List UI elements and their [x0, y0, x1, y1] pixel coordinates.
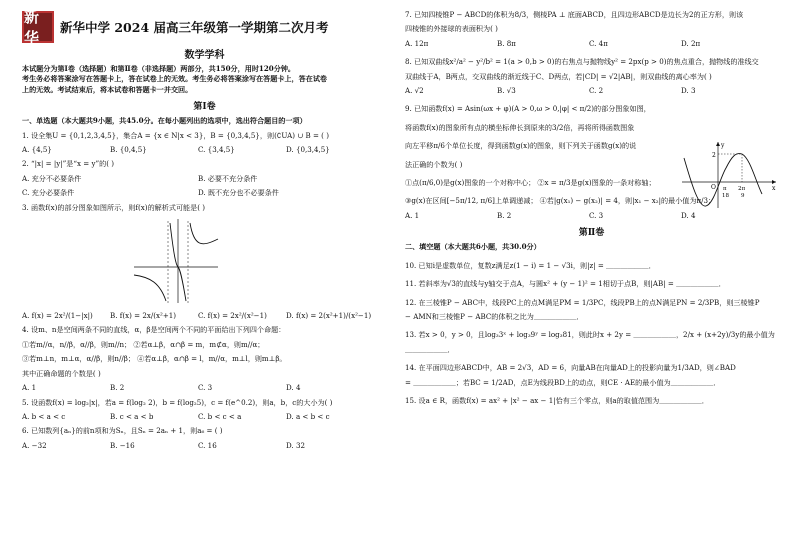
curve-right	[190, 223, 218, 244]
instruction-line: 考生务必将答案涂写在答题卡上，答在试卷上的无效。考生务必将答案涂写在答题卡上，答在试卷	[22, 74, 328, 84]
question-line: 将函数f(x)的图象所有点的横坐标伸长到原来的3/2倍，再将所得函数图象	[405, 122, 635, 132]
question-stem: 5. 设函数f(x) = log₂|x|，若a = f(log₂ 2)，b = f(log₂5)，c = f(e^0.2)，则a，b，c的大小为( )	[22, 397, 333, 407]
question-line: 向左平移π/6个单位长度，得到函数g(x)的图象，则下列关于函数g(x)的说	[405, 141, 637, 151]
options-row	[405, 86, 778, 96]
option: A. b < a < c	[22, 411, 66, 421]
option: B. 8π	[497, 38, 516, 48]
option: C. 充分必要条件	[22, 188, 75, 198]
question-line: 双曲线于A，B两点，交双曲线的渐近线于C、D两点，若|CD| = √2|AB|，则双曲线的离心率为( )	[405, 71, 712, 81]
option: B. f(x) = 2x/(x²+1)	[110, 311, 177, 321]
question-line: 法正确的个数为( )	[405, 159, 463, 169]
proposition-line: ③若m⊥n，m⊥α，α//β，则n//β； ④若α⊥β，α∩β = l，m//α，m⊥l，则m⊥β。	[22, 354, 287, 364]
part1-heading: 第Ⅰ卷	[193, 102, 216, 113]
question-stem: 1. 设全集U = {0,1,2,3,4,5}，集合A = {x ∈ N|x < 3}，B = {0,3,4,5}，则(∁UA) ∪ B = ( )	[22, 130, 329, 140]
tick-2pi: 2π	[738, 186, 746, 192]
option: D. 3	[681, 86, 696, 96]
option: B. 2	[497, 210, 512, 220]
max-label: 2	[712, 152, 716, 159]
question-stem: 3. 函数f(x)的部分图象如图所示，则f(x)的解析式可能是( )	[22, 202, 206, 212]
instruction-line: 上的无效。考试结束后，将本试卷和答题卡一并交回。	[22, 84, 193, 94]
option: C. b < c < a	[198, 411, 242, 421]
option: D. 既不充分也不必要条件	[198, 188, 279, 198]
fill-question: 14. 在平面四边形ABCD中，AB = 2√3，AD = 6，向量AB在向量AD上的投影向量为1/3AD，则∠BAD	[405, 363, 736, 373]
proposition-line: ①若m//α，n//β，α//β，则m//n； ②若α⊥β，α∩β = m，m⊄α，则m//α；	[22, 339, 265, 349]
option: A. 12π	[405, 38, 429, 48]
instruction-line: 本试题分为第Ⅰ卷（选择题）和第Ⅱ卷（非选择题）两部分，共150分，用时120分钟。	[22, 64, 296, 73]
question-line: 9. 已知函数f(x) = Asin(ωx + φ)(A > 0,ω > 0,|φ| < π/2)的部分图象如图，	[405, 104, 651, 114]
options-row	[22, 188, 387, 198]
section-title: 一、单选题（本大题共9小题，共45.0分。在每小题列出的选项中，选出符合题目的一项）	[22, 116, 307, 126]
option: D. 4	[286, 383, 301, 393]
y-label: y	[721, 142, 725, 149]
origin-label: O	[711, 184, 716, 191]
option: C. 3	[589, 210, 604, 220]
tick-9: 9	[741, 193, 745, 199]
option: C. 2	[589, 86, 604, 96]
part2-heading: 第Ⅱ卷	[578, 228, 605, 239]
option: B. 2	[110, 383, 125, 393]
options-row	[405, 39, 778, 49]
option: C. f(x) = 2x²/(x²−1)	[198, 311, 267, 321]
fill-question: − AMN和三棱锥P − ABC的体积之比为＿＿＿＿＿＿．	[405, 311, 584, 321]
option: B. 必要不充分条件	[198, 173, 258, 183]
option: D. {0,3,4,5}	[286, 145, 330, 155]
option: D. 2π	[681, 38, 701, 48]
option: A. 1	[22, 383, 37, 393]
section-title: 二、填空题（本大题共6小题，共30.0分）	[405, 242, 541, 252]
sine-graph	[680, 138, 780, 210]
y-arrow	[716, 142, 720, 146]
question-line: 8. 已知双曲线x²/a² − y²/b² = 1(a > 0,b > 0)的右焦点与抛物线y² = 2px(p > 0)的焦点重合，抛物线的准线交	[405, 57, 759, 67]
option: A. 1	[405, 210, 420, 220]
x-label: x	[772, 185, 776, 192]
exam-header	[22, 8, 387, 47]
exam-title: 新华中学 2024 届高三年级第一学期第二次月考	[60, 20, 329, 35]
subject-title: 数学学科	[184, 50, 225, 61]
question-stem: 2. “|x| = |y|”是“x = y”的( )	[22, 159, 114, 169]
school-logo: 新华	[22, 11, 54, 43]
fill-question: = ＿＿＿＿＿＿；若BC = 1/2AD，点E为线段BD上的动点，则CE · AE的最小值为＿＿＿＿＿＿．	[405, 377, 721, 387]
right-column	[397, 0, 794, 560]
question-line: 四棱锥的外接球的表面积为( )	[405, 24, 498, 34]
function-graph	[130, 217, 220, 305]
question-stem: 4. 设m、n是空间两条不同的直线，α，β是空间两个不同的平面给出下列四个命题：	[22, 325, 286, 335]
x-arrow	[772, 180, 776, 184]
option: D. 32	[286, 440, 305, 450]
options-row	[22, 174, 387, 184]
question-stem: 6. 已知数列{aₙ}的前n项和为Sₙ，且Sₙ = 2aₙ + 1，则a₆ = ( )	[22, 426, 223, 436]
options-row	[22, 145, 387, 155]
option: A. −32	[22, 440, 47, 450]
option: C. 16	[198, 440, 217, 450]
question-line: 7. 已知四棱锥P − ABCD的体积为8/3，侧棱PA ⊥ 底面ABCD，且四边形ABCD是边长为2的正方形，则该	[405, 10, 744, 19]
options-row	[22, 383, 387, 393]
option: A. {4,5}	[22, 145, 52, 155]
tick-pi: π	[723, 186, 727, 192]
fill-question: 10. 已知i是虚数单位，复数z满足z(1 − i) = 1 − √3i，则|z| = ＿＿＿＿＿＿．	[405, 260, 656, 270]
option: C. 3	[198, 383, 213, 393]
tick-18: 18	[722, 193, 729, 199]
curve-left	[134, 275, 166, 301]
proposition-line: 其中正确命题的个数是( )	[22, 368, 101, 378]
options-row	[22, 412, 387, 422]
question-line: ③g(x)在区间[−5π/12, π/6]上单调递减； ④若|g(x₁) − g(x₂)| = 4，则|x₁ − x₂|的最小值为π/3；	[405, 196, 716, 206]
options-row	[22, 441, 387, 451]
option: B. c < a < b	[110, 411, 154, 421]
option: C. 4π	[589, 38, 608, 48]
option: D. 4	[681, 210, 696, 220]
option: B. √3	[497, 86, 516, 96]
question-line: ①点(π/6,0)是g(x)图象的一个对称中心； ②x = π/3是g(x)图象的一条对称轴；	[405, 178, 656, 188]
option: A. 充分不必要条件	[22, 173, 82, 183]
option: A. √2	[405, 86, 424, 96]
options-row	[405, 211, 778, 221]
option: B. −16	[110, 440, 135, 450]
option: D. a < b < c	[286, 411, 330, 421]
fill-question: ＿＿＿＿＿＿．	[405, 344, 455, 354]
option: A. f(x) = 2x²/(1−|x|)	[22, 311, 93, 321]
options-row	[22, 311, 387, 321]
fill-question: 11. 若斜率为√3的直线与y轴交于点A，与圆x² + (y − 1)² = 1相切于点B，则|AB| = ＿＿＿＿＿＿．	[405, 279, 726, 289]
fill-question: 12. 在三棱锥P − ABC中，线段PC上的点M满足PM = 1/3PC，线段PB上的点N满足PN = 2/3PB，则三棱锥P	[405, 297, 760, 307]
option: D. f(x) = 2(x²+1)/(x²−1)	[286, 311, 372, 321]
fill-question: 15. 设a ∈ R，函数f(x) = ax² + |x² − ax − 1|恰有三个零点，则a的取值范围为＿＿＿＿＿＿．	[405, 395, 709, 405]
option: C. {3,4,5}	[198, 145, 235, 155]
option: B. {0,4,5}	[110, 145, 147, 155]
fill-question: 13. 若x > 0，y > 0，且log₃3ˣ + log₃9ʸ = log₃81，则此时x + 2y = ＿＿＿＿＿＿，2/x + (x+2y)/3y的最小值为	[405, 330, 775, 340]
